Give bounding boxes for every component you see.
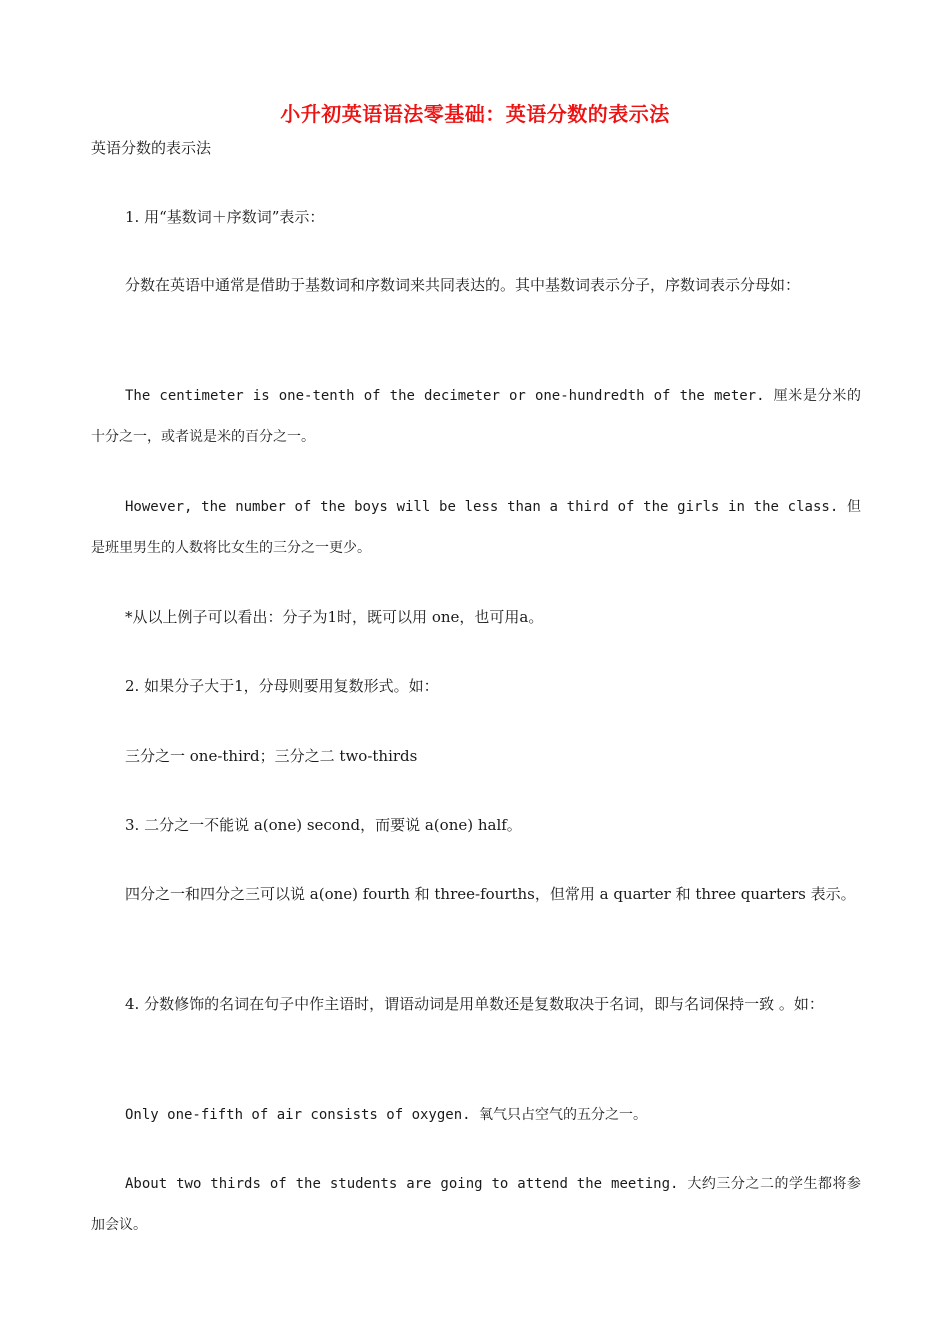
- document-title: 小升初英语语法零基础：英语分数的表示法: [280, 102, 670, 126]
- paragraph: 3. 二分之一不能说 a(one) second，而要说 a(one) half。: [125, 816, 522, 834]
- paragraph: *从以上例子可以看出：分子为1时，既可以用 one，也可用a。: [125, 608, 544, 626]
- paragraph: Only one-fifth of air consists of oxygen. 氧气只占空气的五分之一。: [125, 1107, 648, 1123]
- paragraph: However, the number of the boys will be less than a third of the girls in the class. 但是班里男生的人数将比女生的三分之一更少。: [91, 499, 861, 556]
- document-subtitle: 英语分数的表示法: [91, 139, 212, 157]
- paragraph: 1. 用“基数词＋序数词”表示：: [125, 208, 325, 226]
- paragraph: 4. 分数修饰的名词在句子中作主语时，谓语动词是用单数还是复数取决于名词，即与名词保持一致 。如：: [125, 995, 824, 1013]
- paragraph: The centimeter is one-tenth of the decimeter or one-hundredth of the meter. 厘米是分米的十分之一，或者说是米的百分之一。: [91, 388, 861, 445]
- paragraph: 2. 如果分子大于1，分母则要用复数形式。如：: [125, 677, 439, 695]
- paragraph: About two thirds of the students are going to attend the meeting. 大约三分之二的学生都将参加会议。: [91, 1176, 861, 1233]
- paragraph: 四分之一和四分之三可以说 a(one) fourth 和 three-fourths，但常用 a quarter 和 three quarters 表示。: [125, 885, 856, 903]
- paragraph: 分数在英语中通常是借助于基数词和序数词来共同表达的。其中基数词表示分子，序数词表示分母如：: [125, 276, 801, 294]
- paragraph: 三分之一 one-third；三分之二 two-thirds: [125, 747, 418, 765]
